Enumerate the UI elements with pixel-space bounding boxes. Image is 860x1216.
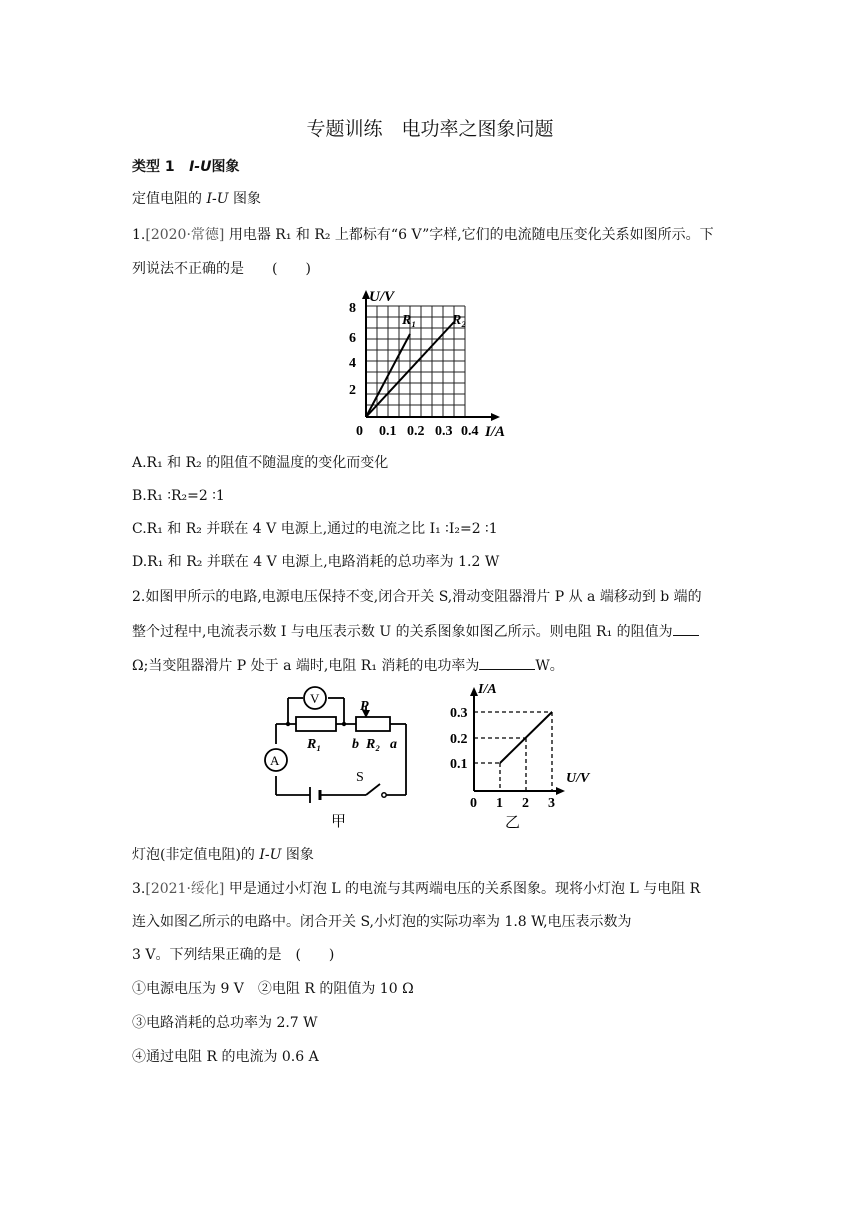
x-tick-label: 1 <box>496 796 503 811</box>
b-end-label: b <box>352 737 359 752</box>
y-tick-label: 6 <box>349 331 356 346</box>
q3-option-4: ④通过电阻 R 的电流为 0.6 A <box>132 1049 319 1065</box>
q1-option-b: B.R₁ ∶R₂=2 ∶1 <box>132 488 225 504</box>
slider-label: P <box>360 699 369 714</box>
q1-source: [2020·常德] <box>145 227 225 243</box>
y-axis-label: I/A <box>478 682 497 697</box>
x-axis-arrow <box>491 413 500 421</box>
a-end-label: a <box>390 737 397 752</box>
subheading-fixed-resistor: 定值电阻的 I-U 图象 <box>132 191 261 207</box>
y-axis-label: U/V <box>369 289 395 305</box>
rheostat-r2 <box>356 717 390 731</box>
figure-caption-yi: 乙 <box>505 815 521 831</box>
section-heading <box>132 157 239 177</box>
junction-dot <box>342 722 346 726</box>
y-tick-label: 4 <box>349 356 356 371</box>
x-tick-label: 0.1 <box>379 424 397 439</box>
x-tick-label: 0.3 <box>435 424 453 439</box>
x-tick-label: 0.2 <box>407 424 425 439</box>
y-axis-arrow <box>470 687 478 696</box>
switch-contact <box>382 793 386 797</box>
x-tick-label: 0.4 <box>461 424 479 439</box>
q3-source: [2021·绥化] <box>145 881 225 897</box>
y-tick-label: 0.3 <box>450 706 468 721</box>
x-axis-label: U/V <box>566 771 590 786</box>
x-tick-label: 2 <box>522 796 529 811</box>
x-axis-arrow <box>556 787 565 795</box>
r2-label: R₂ <box>452 313 467 328</box>
r2-label: R₂ <box>366 737 381 752</box>
page-title: 专题训练 电功率之图象问题 <box>306 118 554 140</box>
junction-dot <box>286 722 290 726</box>
x-tick-label: 3 <box>548 796 555 811</box>
q1-graph <box>345 286 520 441</box>
q2-line3: Ω;当变阻器滑片 P 处于 a 端时,电阻 R₁ 消耗的电功率为 W。 <box>132 655 564 676</box>
q3-option-1-2: ①电源电压为 9 V ②电阻 R 的阻值为 10 Ω <box>132 981 414 997</box>
r1-label: R₁ <box>307 737 322 752</box>
voltmeter-label: V <box>310 691 320 706</box>
ammeter-label: A <box>270 753 280 768</box>
section-label: 类型 1 <box>132 159 175 175</box>
y-tick-label: 0.1 <box>450 757 468 772</box>
q2-iu-graph <box>448 681 608 831</box>
q1-option-c: C.R₁ 和 R₂ 并联在 4 V 电源上,通过的电流之比 I₁ ∶I₂=2 ∶1 <box>132 521 498 537</box>
figure-caption-jia: 甲 <box>331 814 347 830</box>
q3-line1: 3.[2021·绥化] 甲是通过小灯泡 L 的电流与其两端电压的关系图象。现将小灯泡 L 与电阻 R <box>132 881 701 897</box>
q2-line1: 2.如图甲所示的电路,电源电压保持不变,闭合开关 S,滑动变阻器滑片 P 从 a 端移动到 b 端的 <box>132 589 702 605</box>
section-heading-suffix: 图象 <box>211 159 240 175</box>
q3-option-3: ③电路消耗的总功率为 2.7 W <box>132 1015 318 1031</box>
q3-line2: 连入如图乙所示的电路中。闭合开关 S,小灯泡的实际功率为 1.8 W,电压表示数为 <box>132 914 632 930</box>
q1-option-d: D.R₁ 和 R₂ 并联在 4 V 电源上,电路消耗的总功率为 1.2 W <box>132 554 500 570</box>
q1-line2: 列说法不正确的是 ( ) <box>132 261 311 277</box>
section-heading-em: I-U <box>189 159 212 175</box>
switch-label: S <box>356 770 364 785</box>
resistor-r1 <box>296 717 336 731</box>
y-tick-label: 8 <box>349 301 356 316</box>
answer-blank <box>673 621 699 636</box>
q2-circuit-diagram <box>258 681 408 831</box>
y-tick-label: 2 <box>349 383 356 398</box>
subheading-lamp: 灯泡(非定值电阻)的 I-U 图象 <box>132 847 314 863</box>
q2-line2: 整个过程中,电流表示数 I 与电压表示数 U 的关系图象如图乙所示。则电阻 R₁ 的阻值为 <box>132 621 699 642</box>
y-tick-label: 0.2 <box>450 732 468 747</box>
q3-line3: 3 V。下列结果正确的是 ( ) <box>132 947 335 963</box>
q1-option-a: A.R₁ 和 R₂ 的阻值不随温度的变化而变化 <box>132 455 389 471</box>
answer-blank <box>479 655 535 670</box>
r1-label: R₁ <box>402 313 417 328</box>
q1-line1: 1.[2020·常德] 用电器 R₁ 和 R₂ 上都标有“6 V”字样,它们的电流随电压变化关系如图所示。下 <box>132 227 714 243</box>
x-tick-label: 0 <box>356 424 363 439</box>
x-axis-label: I/A <box>485 424 506 440</box>
x-tick-label: 0 <box>470 796 477 811</box>
